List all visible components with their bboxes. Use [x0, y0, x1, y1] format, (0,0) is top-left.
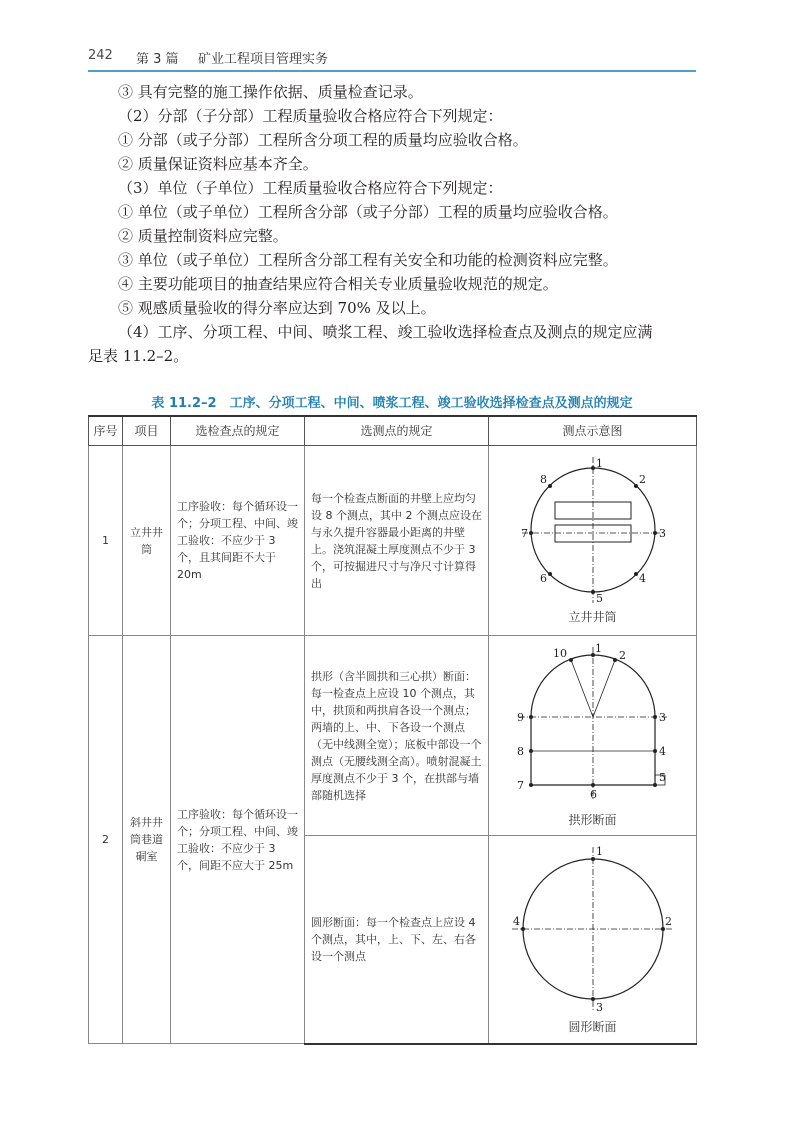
row-item-text: 斜井井筒巷道硐室	[130, 816, 163, 863]
measure-point	[548, 484, 552, 488]
body-line: ③ 单位（或子单位）工程所含分部工程有关安全和功能的检测资料应完整。	[118, 251, 618, 269]
measure-point	[591, 466, 595, 470]
row-points-text: 拱形（含半圆拱和三心拱）断面：每一检查点上应设 10 个测点，其中，拱顶和两拱肩各设一个测点；两墙的上、中、下各设一个测点（无中线测全宽）；底板中部设一个测点（无腰线测全高）。喷射混凝土厚度测点不少于 3 个，在拱部与墙部随机选择	[311, 669, 482, 802]
measure-point	[591, 590, 595, 594]
book-title: 矿业工程项目管理实务	[198, 52, 329, 67]
page-number: 242	[88, 48, 113, 63]
point-label: 3	[595, 1000, 603, 1014]
table-row	[89, 446, 697, 636]
shaft-diagram	[518, 455, 668, 605]
figure-caption: 圆形断面	[568, 1019, 617, 1034]
point-label: 10	[552, 646, 567, 660]
body-line: ④ 主要功能项目的抽查结果应符合相关专业质量验收规范的规定。	[118, 275, 558, 293]
body-line: （2）分部（子分部）工程质量验收合格应符合下列规定：	[118, 107, 503, 125]
row-figure	[489, 636, 697, 836]
body-line: ② 质量保证资料应基本齐全。	[118, 155, 318, 173]
header-rule	[88, 70, 696, 72]
point-label: 6	[589, 787, 597, 801]
body-line: ③ 具有完整的施工操作依据、质量检查记录。	[118, 83, 423, 101]
point-label: 4	[638, 572, 646, 585]
row-check-text: 工序验收：每个循环设一个；分项工程、中间、竣工验收：不应少于 3 个，且其间距不大于 20m	[177, 500, 298, 581]
header-figure: 测点示意图	[489, 416, 697, 446]
row-points	[305, 636, 489, 836]
point-label: 7	[516, 778, 524, 792]
crown-left-line	[571, 660, 593, 717]
header-no: 序号	[89, 416, 123, 446]
arch-diagram	[513, 643, 673, 808]
body-line: ① 分部（或子分部）工程所含分项工程的质量均应验收合格。	[118, 131, 528, 149]
point-label: 4	[658, 744, 666, 758]
measure-point	[521, 927, 525, 931]
point-label: 2	[638, 473, 646, 486]
body-line: （4）工序、分项工程、中间、喷浆工程、竣工验收选择检查点及测点的规定应满	[118, 323, 653, 341]
page-header	[88, 48, 696, 72]
measure-point	[529, 715, 533, 719]
circle-diagram	[508, 843, 678, 1015]
measure-point	[653, 749, 657, 753]
point-label: 3	[658, 527, 666, 540]
measure-point	[653, 715, 657, 719]
figure-caption: 拱形断面	[568, 812, 617, 827]
measure-point	[634, 572, 638, 576]
measure-point	[653, 531, 657, 535]
point-label: 8	[539, 473, 547, 486]
point-label: 3	[658, 710, 666, 724]
body-line: （3）单位（子单位）工程质量验收合格应符合下列规定：	[118, 179, 503, 197]
point-label: 4	[512, 914, 520, 928]
measure-point	[529, 749, 533, 753]
point-label: 2	[618, 648, 626, 662]
body-line: ① 单位（或子单位）工程所含分部（或子分部）工程的质量均应验收合格。	[118, 203, 618, 221]
measure-point	[653, 783, 657, 787]
point-label: 1	[595, 457, 603, 470]
table-header-row	[89, 416, 697, 446]
row-points	[305, 446, 489, 636]
row-no: 1	[89, 446, 123, 636]
row-figure	[489, 836, 697, 1044]
point-label: 8	[516, 744, 524, 758]
measure-point	[591, 997, 595, 1001]
header-item: 项目	[123, 416, 171, 446]
body-text	[88, 80, 696, 368]
row-points	[305, 836, 489, 1044]
point-label: 5	[658, 770, 666, 784]
measure-point	[548, 572, 552, 576]
measure-point	[529, 531, 533, 535]
table-row	[89, 636, 697, 836]
measure-point	[613, 658, 617, 662]
measure-point	[529, 783, 533, 787]
row-figure	[489, 446, 697, 636]
table-caption: 表 11.2–2 工序、分项工程、中间、喷浆工程、竣工验收选择检查点及测点的规定	[151, 396, 633, 411]
point-label: 1	[594, 642, 602, 655]
measure-point	[591, 783, 595, 787]
body-line: ⑤ 观感质量验收的得分率应达到 70% 及以上。	[118, 299, 436, 317]
body-line: 足表 11.2–2。	[88, 347, 189, 365]
row-check	[171, 446, 305, 636]
point-label: 2	[664, 914, 672, 928]
point-label: 6	[539, 572, 547, 585]
header-check: 选检查点的规定	[171, 416, 305, 446]
row-item	[123, 446, 171, 636]
figure-caption: 立井井筒	[568, 610, 617, 624]
row-item	[123, 636, 171, 1044]
point-label: 9	[516, 710, 524, 724]
body-line: ② 质量控制资料应完整。	[118, 227, 288, 245]
point-label: 1	[595, 844, 603, 858]
crown-right-line	[593, 660, 615, 717]
row-points-text: 圆形断面：每一个检查点上应设 4 个测点，其中，上、下、左、右各设一个测点	[311, 915, 476, 963]
header-points: 选测点的规定	[305, 416, 489, 446]
part-label: 第 3 篇	[136, 52, 179, 67]
row-no: 2	[89, 636, 123, 1044]
spec-table	[88, 415, 697, 1045]
row-item-text: 立井井筒	[130, 525, 163, 556]
measure-point	[591, 857, 595, 861]
point-label: 5	[595, 592, 603, 605]
measure-point	[634, 484, 638, 488]
point-label: 7	[520, 527, 528, 540]
measure-point	[569, 658, 573, 662]
row-points-text: 每一个检查点断面的井壁上应均匀设 8 个测点，其中 2 个测点应设在与永久提升容器最小距离的井壁上。浇筑混凝土厚度测点不少于 3 个，可按掘进尺寸与净尺寸计算得出	[311, 491, 482, 590]
row-check-text: 工序验收：每个循环设一个；分项工程、中间、竣工验收：不应少于 3 个，间距不应大于 25m	[177, 807, 298, 872]
row-check	[171, 636, 305, 1044]
